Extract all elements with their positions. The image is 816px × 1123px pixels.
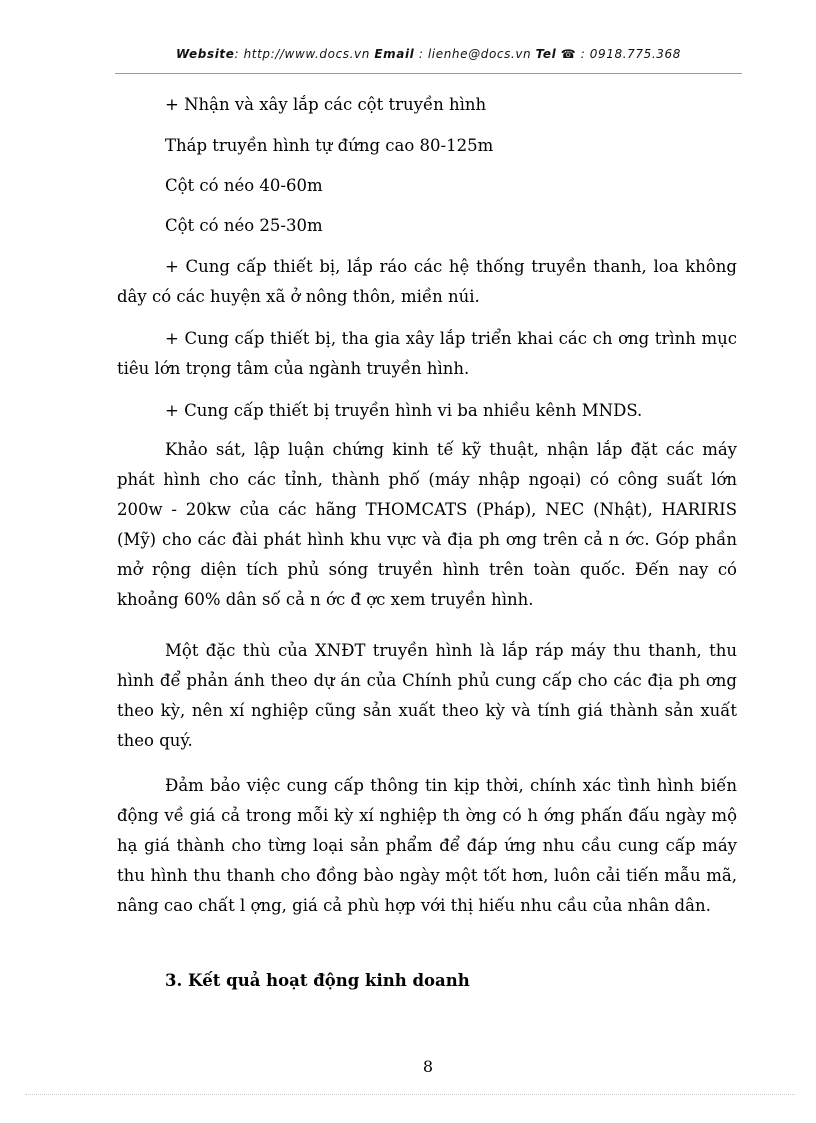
paragraph-pricing: Đảm bảo việc cung cấp thông tin kịp thời, chính xác tình hình biến động về giá cả trong mỗi kỳ xí nghiệp th ờng có h ớng phấn đấu ngày mộ hạ giá thành cho từng loại sản phẩm để đáp ứng nhu cầu cung cấp máy thu hình thu thanh cho đồng bào ngày một tốt hơn, luôn cải tiến mẫu mã, nâng cao chất l ợng, giá cả phù hợp với thị hiếu nhu cầu của nhân dân. (117, 776, 737, 915)
footer-divider (25, 1094, 795, 1095)
paragraph-survey-transmitters: Khảo sát, lập luận chứng kinh tế kỹ thuật, nhận lắp đặt các máy phát hình cho các tỉnh, thành phố (máy nhập ngoại) có công suất lớn 200w - 20kw của các hãng THOMCATS (Pháp), NEC (Nhật), HARIRIS (Mỹ) cho các đài phát hình khu vực và địa ph ơng trên cả n ớc. Góp phần mở rộng diện tích phủ sóng truyền hình trên toàn quốc. Đến nay có khoảng 60% dân số cả n ớc đ ợc xem truyền hình. (117, 440, 737, 609)
email-value: : lienhe@docs.vn (414, 47, 536, 61)
paragraph-radio-systems: + Cung cấp thiết bị, lắp ráo các hệ thống truyền thanh, loa không dây có các huyện xã ở nông thôn, miền núi. (117, 257, 737, 306)
line-guyed-40-60: Cột có néo 40-60m (165, 176, 323, 195)
header-divider (115, 73, 742, 74)
page-number: 8 (422, 1057, 434, 1076)
line-tower-height: Tháp truyền hình tự đứng cao 80-125m (165, 136, 494, 155)
paragraph-target-programs: + Cung cấp thiết bị, tha gia xây lắp triển khai các ch ơng trình mục tiêu lớn trọng tâm của ngành truyền hình. (117, 329, 737, 378)
tel-value: ☎ : 0918.775.368 (556, 47, 681, 61)
paragraph-assembly: Một đặc thù của XNĐT truyền hình là lắp ráp máy thu thanh, thu hình để phản ánh theo dự án của Chính phủ cung cấp cho các địa ph ơng theo kỳ, nên xí nghiệp cũng sản xuất theo kỳ và tính giá thành sản xuất theo quý. (117, 641, 737, 750)
line-guyed-25-30: Cột có néo 25-30m (165, 216, 323, 235)
tel-label: Tel (535, 47, 557, 61)
section-heading: 3. Kết quả hoạt động kinh doanh (165, 971, 470, 990)
paragraph-mnds: + Cung cấp thiết bị truyền hình vi ba nhiều kênh MNDS. (165, 401, 643, 420)
line-install-towers: + Nhận và xây lắp các cột truyền hình (165, 95, 487, 114)
website-value: : http://www.docs.vn (234, 47, 375, 61)
page-header (115, 47, 742, 61)
email-label: Email (374, 47, 415, 61)
website-label: Website (175, 47, 235, 61)
